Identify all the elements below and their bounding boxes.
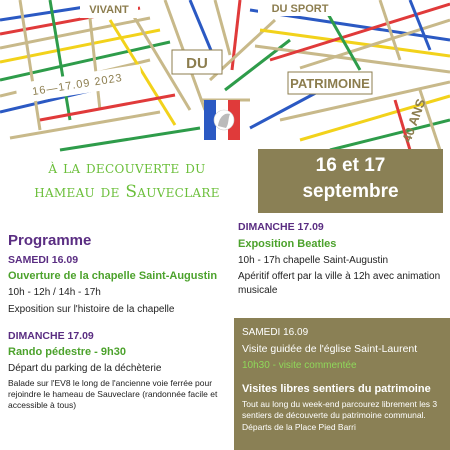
svg-text:DU: DU [186,55,208,72]
box-saturday-event: Visite guidée de l'église Saint-Laurent [242,343,418,355]
svg-text:DU SPORT: DU SPORT [271,3,329,15]
saturday-description: Exposition sur l'histoire de la chapelle [8,304,175,315]
sunday-description: Balade sur l'EV8 le long de l'ancienne voie ferrée pour rejoindre le hameau de Sauveclare (randonnée facile et accessible à tous) [8,378,218,410]
box-saturday-label: SAMEDI 16.09 [242,327,309,338]
svg-text:40 ANS: 40 ANS [399,96,429,145]
box-trails-heading: Visites libres sentiers du patrimoine [242,383,431,395]
sunday-event: Rando pédestre - 9h30 [8,346,126,358]
programme-column [8,232,234,411]
french-republic-marianne-icon [204,100,240,140]
box-saturday-time: 10h30 - visite commentée [242,360,357,371]
heritage-info-box [234,318,450,450]
date-box [258,149,443,213]
sunday-exhibition [238,220,443,298]
badge-du [172,50,222,74]
right-sunday-hours: 10h - 17h chapelle Saint-Augustin [238,255,389,266]
box-trails-description: Tout au long du week-end parcourez librement les 3 sentiers de découverte du patrimoine communal. [242,399,438,420]
date-month: septembre [302,181,399,202]
right-sunday-description: Apéritif offert par la ville à 12h avec animation musicale [238,271,441,296]
sunday-label: DIMANCHE 17.09 [8,330,94,342]
title-line-1: à la decouverte du [48,158,206,178]
programme-heading: Programme [8,232,92,249]
badge-du-sport [258,0,342,16]
badge-40-ans [399,96,429,144]
dates-label [15,64,143,103]
badge-vivant [80,0,138,18]
saturday-event: Ouverture de la chapelle Saint-Augustin [8,270,218,282]
saturday-label: SAMEDI 16.09 [8,254,79,266]
svg-text:16—17.09 2023: 16—17.09 2023 [31,71,124,99]
badge-patrimoine [288,72,372,94]
event-title [8,156,246,204]
date-days: 16 et 17 [315,155,386,176]
title-line-2: hameau de Sauveclare [34,182,220,202]
sunday-start: Départ du parking de la déchèterie [8,363,162,374]
right-sunday-label: DIMANCHE 17.09 [238,221,324,233]
saturday-hours: 10h - 12h / 14h - 17h [8,287,101,298]
heritage-days-banner [0,0,450,160]
right-sunday-event: Exposition Beatles [238,238,337,250]
svg-text:VIVANT: VIVANT [89,4,129,16]
box-trails-start: Départs de la Place Pied Barri [242,422,356,432]
svg-text:PATRIMOINE: PATRIMOINE [290,76,370,91]
